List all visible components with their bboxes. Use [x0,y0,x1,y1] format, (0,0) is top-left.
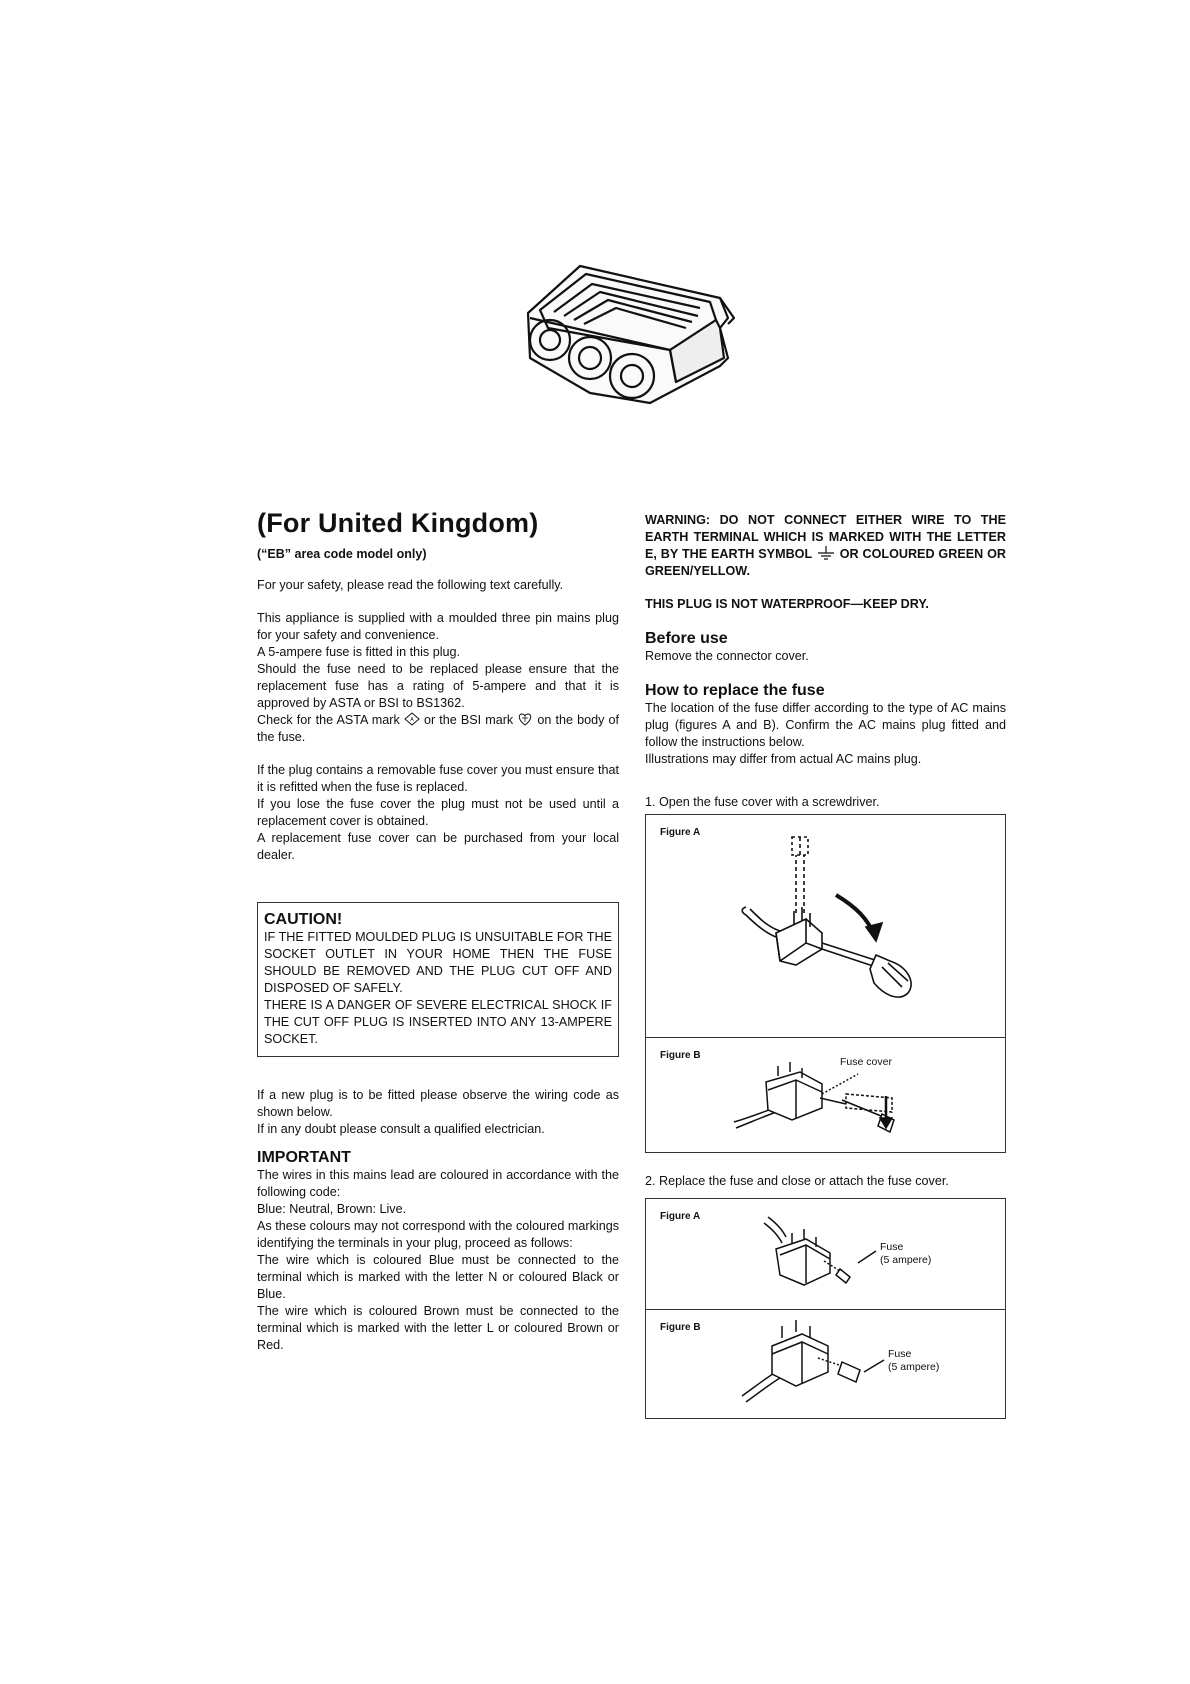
figure-box-step1 [645,814,1006,1153]
bsi-mark-icon [517,712,533,726]
fuse-rating-label-b: (5 ampere) [888,1361,940,1373]
para2-line3: A replacement fuse cover can be purchased from your local dealer. [257,831,619,862]
important-line4: The wire which is coloured Blue must be connected to the terminal which is marked with the letter N or coloured Black or Blue. [257,1253,619,1301]
check-mid: or the BSI mark [423,713,514,727]
figure-b-step2 [646,1310,1005,1418]
earth-symbol-icon [816,546,836,560]
before-use-title: Before use [645,630,728,647]
fuse-cover-label: Fuse cover [840,1056,892,1068]
figure-b-label-2: Figure B [660,1322,701,1333]
how-to-replace-title: How to replace the fuse [645,682,825,699]
intro-text: For your safety, please read the following text carefully. [257,578,564,592]
caution-box [257,902,619,1057]
check-suffix: on the body of the fuse. [257,713,620,744]
figure-box-step2 [645,1198,1006,1419]
check-mark-text [257,712,619,746]
important-title: IMPORTANT [257,1149,351,1166]
how-text-line2: Illustrations may differ from actual AC mains plug. [645,752,922,766]
fuse-rating-label-a: (5 ampere) [880,1254,932,1266]
para2-line2: If you lose the fuse cover the plug must not be used until a replacement cover is obtained. [257,797,619,828]
plug-fuse-illustration-a [646,1199,1005,1309]
para2-line1: If the plug contains a removable fuse cover you must ensure that it is refitted when the fuse is replaced. [257,763,619,794]
important-line3: As these colours may not correspond with the coloured markings identifying the terminals in your plug, proceed as follows: [257,1219,619,1250]
caution-line2: THERE IS A DANGER OF SEVERE ELECTRICAL SHOCK IF THE CUT OFF PLUG IS INSERTED INTO ANY 13-AMPERE SOCKET. [264,998,612,1046]
plug-screwdriver-illustration-a [646,815,1005,1037]
caution-title: CAUTION! [264,911,343,928]
para1-line3: Should the fuse need to be replaced please ensure that the replacement fuse has a rating of 5-ampere and that it is approved by ASTA or BSI to BS1362. [257,662,619,710]
plug-fuse-illustration-b [646,1310,1005,1418]
warning-main: WARNING: DO NOT CONNECT EITHER WIRE TO THE EARTH TERMINAL WHICH IS MARKED WITH THE LETTER E, BY THE EARTH SYMBOL [645,513,1006,561]
important-line5: The wire which is coloured Brown must be connected to the terminal which is marked with the letter L or coloured Brown or Red. [257,1304,619,1352]
page-title: (For United Kingdom) [257,508,539,538]
caution-line1: IF THE FITTED MOULDED PLUG IS UNSUITABLE FOR THE SOCKET OUTLET IN YOUR HOME THEN THE FUSE SHOULD BE REMOVED AND THE PLUG CUT OFF AND DISPOSED OF SAFELY. [264,930,612,995]
figure-b-step1 [646,1038,1005,1152]
para1-line1: This appliance is supplied with a moulded three pin mains plug for your safety and convenience. [257,611,619,642]
svg-text:A: A [410,717,414,723]
plug-screwdriver-illustration-b [646,1038,1005,1152]
how-text-line1: The location of the fuse differ according to the type of AC mains plug (figures A and B). Confirm the AC mains plug fitted and follow the instructions below. [645,701,1006,749]
not-waterproof-text: THIS PLUG IS NOT WATERPROOF—KEEP DRY. [645,597,929,611]
fuse-label-a: Fuse [880,1241,904,1253]
figure-a-step1 [646,815,1005,1038]
para3-line2: If in any doubt please consult a qualified electrician. [257,1122,545,1136]
step2-text: 2. Replace the fuse and close or attach the fuse cover. [645,1174,949,1188]
para3-line1: If a new plug is to be fitted please observe the wiring code as shown below. [257,1088,619,1119]
asta-mark-icon [404,712,420,726]
important-line1: The wires in this mains lead are coloured in accordance with the following code: [257,1168,619,1199]
warning-end: COLOURED GREEN OR GREEN/YELLOW. [645,547,1006,578]
check-prefix: Check for the ASTA mark [257,713,400,727]
step1-text: 1. Open the fuse cover with a screwdriver. [645,795,880,809]
warning-text [645,512,1006,580]
right-column [645,512,1006,1419]
important-line2: Blue: Neutral, Brown: Live. [257,1202,407,1216]
figure-a-step2 [646,1199,1005,1310]
figure-b-label: Figure B [660,1050,701,1061]
fuse-label-b: Fuse [888,1348,912,1360]
warning-or: OR [839,547,859,561]
left-column [257,508,619,1354]
before-use-text: Remove the connector cover. [645,649,809,663]
page-subtitle: (“EB” area code model only) [257,547,427,561]
scart-connector-illustration [520,258,742,412]
figure-a-label: Figure A [660,827,701,838]
para1-line2: A 5-ampere fuse is fitted in this plug. [257,645,461,659]
figure-a-label-2: Figure A [660,1211,701,1222]
